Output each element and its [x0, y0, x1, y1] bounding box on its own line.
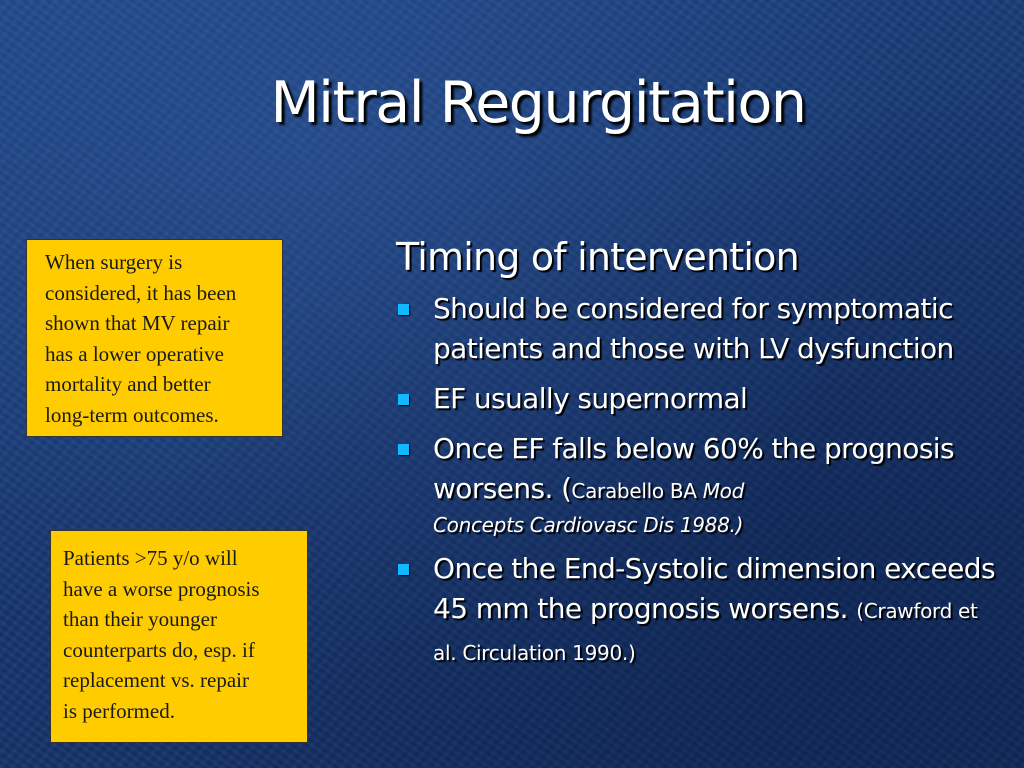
callout-line: considered, it has been: [45, 280, 237, 305]
callout-line: Patients >75 y/o will: [63, 546, 238, 570]
bullet-text: EF usually supernormal: [433, 382, 748, 415]
citation: (Crawford et al. Circulation 1990.): [433, 599, 978, 665]
callout-surgery-note: [26, 239, 283, 437]
citation-journal-continued: Concepts Cardiovasc Dis 1988.): [433, 513, 744, 537]
callout-line: shown that MV repair: [45, 311, 230, 335]
main-content: [396, 231, 1006, 683]
callout-line: replacement vs. repair: [63, 668, 249, 692]
callout-line: than their younger: [63, 607, 217, 631]
callout-line: have a worse prognosis: [63, 576, 260, 601]
bullet-text: Once EF falls below 60% the prognosis worsens. (: [433, 432, 954, 505]
section-heading: Timing of intervention: [396, 235, 799, 279]
bullet-item: [396, 549, 1006, 673]
square-bullet-icon: [398, 444, 409, 455]
citation-journal: Mod: [702, 479, 744, 503]
square-bullet-icon: [398, 304, 409, 315]
callout-line: mortality and better: [45, 372, 211, 396]
callout-line: counterparts do, esp. if: [63, 637, 255, 662]
callout-line: is performed.: [63, 698, 175, 723]
bullet-text: Once the End-Systolic dimension exceeds 45 mm the prognosis worsens.: [433, 552, 995, 625]
square-bullet-icon: [398, 394, 409, 405]
bullet-list: [396, 289, 1006, 673]
callout-elderly-note: [50, 530, 308, 743]
slide-title: Mitral Regurgitation: [270, 70, 806, 136]
bullet-item: [396, 289, 1006, 369]
bullet-text: Should be considered for symptomatic patients and those with LV dysfunction: [433, 292, 954, 365]
callout-line: When surgery is: [45, 250, 183, 274]
bullet-item: [396, 429, 1006, 539]
callout-line: long-term outcomes.: [45, 402, 219, 427]
citation-author: Carabello BA: [571, 479, 703, 503]
square-bullet-icon: [398, 564, 409, 575]
callout-line: has a lower operative: [45, 341, 225, 366]
bullet-item: [396, 379, 1006, 419]
